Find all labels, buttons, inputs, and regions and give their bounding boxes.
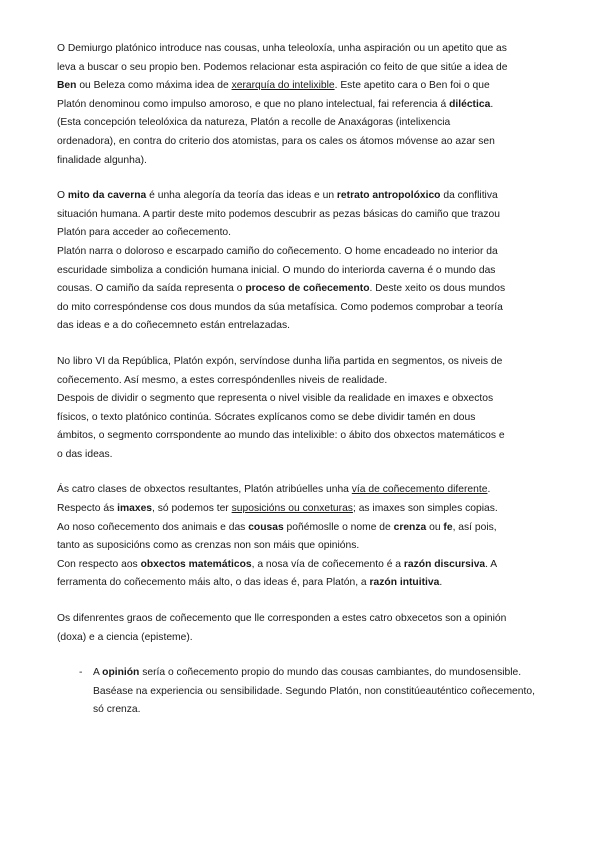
text-run: O	[57, 190, 68, 202]
text-run: do mito correspóndense cos dous mundos da súa metafísica. Como podemos comprobar a teoría	[57, 301, 503, 313]
text-line	[57, 262, 545, 281]
text-run: da conflitiva	[440, 190, 498, 202]
text-line	[57, 114, 545, 133]
text-run: .	[487, 484, 491, 496]
text-run: coñecemento. Así mesmo, a estes correspóndenlles niveis de realidade.	[57, 374, 388, 386]
text-run: Platón para acceder ao coñecemento.	[57, 227, 232, 239]
text-line	[57, 500, 545, 519]
text-run: (doxa) e a ciencia (episteme).	[57, 631, 193, 643]
text-run: . Este apetito cara o Ben foi o que	[334, 80, 490, 92]
text-line	[57, 519, 545, 538]
text-line	[57, 409, 545, 428]
text-line	[57, 629, 545, 648]
bold-term: Ben	[57, 80, 77, 92]
bold-term: razón discursiva	[403, 558, 486, 570]
text-run: poñémoslle o nome de	[283, 521, 394, 533]
list-dash-marker: -	[79, 667, 83, 679]
underlined-term: xerarquía do intelixible	[231, 80, 335, 92]
text-run: físicos, o texto platónico continúa. Sócrates explícanos como se debe dividir tamén en dous	[57, 411, 476, 423]
bold-term: obxectos matemáticos	[140, 558, 252, 570]
text-run: situación humana. A partir deste mito podemos descubrir as pezas básicas do camiño que trazou	[57, 208, 501, 220]
text-run: auténtico coñecemento, só crenza.	[93, 685, 535, 716]
text-run: Ao noso coñecemento dos animais e das	[57, 521, 249, 533]
text-line	[57, 427, 545, 446]
text-line	[57, 353, 545, 372]
text-line	[57, 152, 545, 171]
text-run: No libro VI da República, Platón expón, servíndose dunha liña partida en segmentos, os niveis de	[57, 355, 503, 367]
bold-term: opinión	[102, 667, 140, 679]
text-run: Platón denominou como impulso amoroso, e que no plano intelectual, fai referencia á	[57, 98, 450, 110]
text-run: Ás catro clases de obxectos resultantes, Platón atribúelles unha	[57, 484, 352, 496]
text-line	[57, 574, 545, 593]
text-line	[57, 537, 545, 556]
text-line	[57, 206, 545, 225]
bold-term: cousas	[248, 521, 284, 533]
text-run: Respecto ás	[57, 503, 118, 515]
text-run: sensible. Baséase na experiencia ou sensibilidade. Segundo Platón, non constitúe	[93, 667, 522, 697]
text-run: leva a buscar o seu propio ben. Podemos relacionar esta aspiración co feito de que sitúe a idea de	[57, 61, 508, 73]
text-run: Platón narra o doloroso e escarpado camiño do coñecemento. O home encadeado no interior da	[57, 245, 498, 257]
bold-term: fe	[443, 521, 453, 533]
text-run: o das ideas.	[57, 448, 113, 460]
bold-term: proceso de coñecemento	[245, 283, 370, 295]
bold-term: imaxes	[117, 503, 153, 515]
text-run: Con respecto aos	[57, 558, 141, 570]
text-run: ; as imaxes son simples copias.	[352, 503, 498, 515]
text-line	[57, 59, 545, 78]
list-item	[57, 664, 545, 720]
text-run: ámbitos, o segmento corrspondente ao mundo das intelixible: o ábito dos obxectos matemáticos e	[57, 430, 505, 442]
underlined-term: vía de coñecemento diferente	[351, 484, 488, 496]
text-line	[57, 556, 545, 575]
text-run: é unha alegoría da teoría das ideas e un	[146, 190, 337, 202]
text-line	[57, 372, 545, 391]
paragraph-p4	[57, 481, 545, 593]
text-run: finalidade algunha).	[57, 154, 147, 166]
paragraph-p3	[57, 353, 545, 465]
text-line	[57, 243, 545, 262]
text-line	[57, 224, 545, 243]
text-run: . A	[485, 558, 498, 570]
text-run: , a nosa vía de coñecemento é a	[251, 558, 404, 570]
text-run: , así pois,	[452, 521, 497, 533]
text-line	[93, 667, 481, 678]
paragraph-p5	[57, 610, 545, 647]
text-run: escuridade simboliza a condición humana inicial. O mundo do interiorda caverna é o mundo das	[57, 264, 496, 276]
bold-term: razón intuitiva	[369, 577, 440, 589]
text-run: tanto as suposicións como as crenzas non son máis que opinións.	[57, 540, 360, 552]
text-line	[57, 77, 545, 96]
text-run: cousas. O camiño da saída representa o	[57, 283, 246, 295]
text-line	[57, 187, 545, 206]
text-run: , só podemos ter	[152, 503, 232, 515]
bullet-list	[57, 664, 545, 720]
text-line	[57, 610, 545, 629]
text-run: A	[93, 667, 103, 679]
text-line	[57, 446, 545, 465]
text-line	[57, 481, 545, 500]
text-run: O Demiurgo platónico introduce nas cousas, unha teleoloxía, unha aspiración ou un apetito que as	[57, 43, 507, 54]
text-run: ferramenta do coñecemento máis alto, o das ideas é, para Platón, a	[57, 577, 370, 589]
text-line	[57, 317, 545, 336]
text-run: .	[439, 577, 443, 589]
bold-term: diléctica	[449, 98, 491, 110]
paragraph-p1	[57, 40, 545, 170]
text-run: Os difenrentes graos de coñecemento que lle corresponden a estes catro obxecetos son a opinión	[57, 613, 507, 625]
text-line	[57, 280, 545, 299]
text-line	[57, 299, 545, 318]
text-line	[57, 390, 545, 409]
text-run: ordenadora), en contra do criterio dos atomistas, para os cales os átomos móvense ao azar sen	[57, 135, 495, 147]
text-run: sería o coñecemento propio do mundo das cousas cambiantes, do mundo	[139, 667, 481, 679]
text-line	[57, 40, 545, 59]
text-run: das ideas e a do coñecemneto están entrelazadas.	[57, 320, 290, 332]
text-run: . Deste xeito os dous mundos	[369, 283, 506, 295]
underlined-term: suposicións ou conxeturas	[231, 503, 353, 515]
document-body	[57, 40, 545, 647]
bold-term: crenza	[393, 521, 427, 533]
text-run: Despois de dividir o segmento que representa o nivel visible da realidade en imaxes e obxectos	[57, 393, 494, 405]
text-run: ou	[426, 521, 444, 533]
text-run: .	[490, 98, 494, 110]
text-run: ou Beleza como máxima idea de	[76, 80, 232, 92]
bold-term: mito da caverna	[67, 190, 147, 202]
text-line	[57, 133, 545, 152]
text-run: (Esta concepción teleolóxica da natureza, Platón a recolle de Anaxágoras (intelixencia	[57, 117, 451, 129]
bold-term: retrato antropolóxico	[336, 190, 441, 202]
paragraph-p2	[57, 187, 545, 336]
text-line	[57, 96, 545, 115]
